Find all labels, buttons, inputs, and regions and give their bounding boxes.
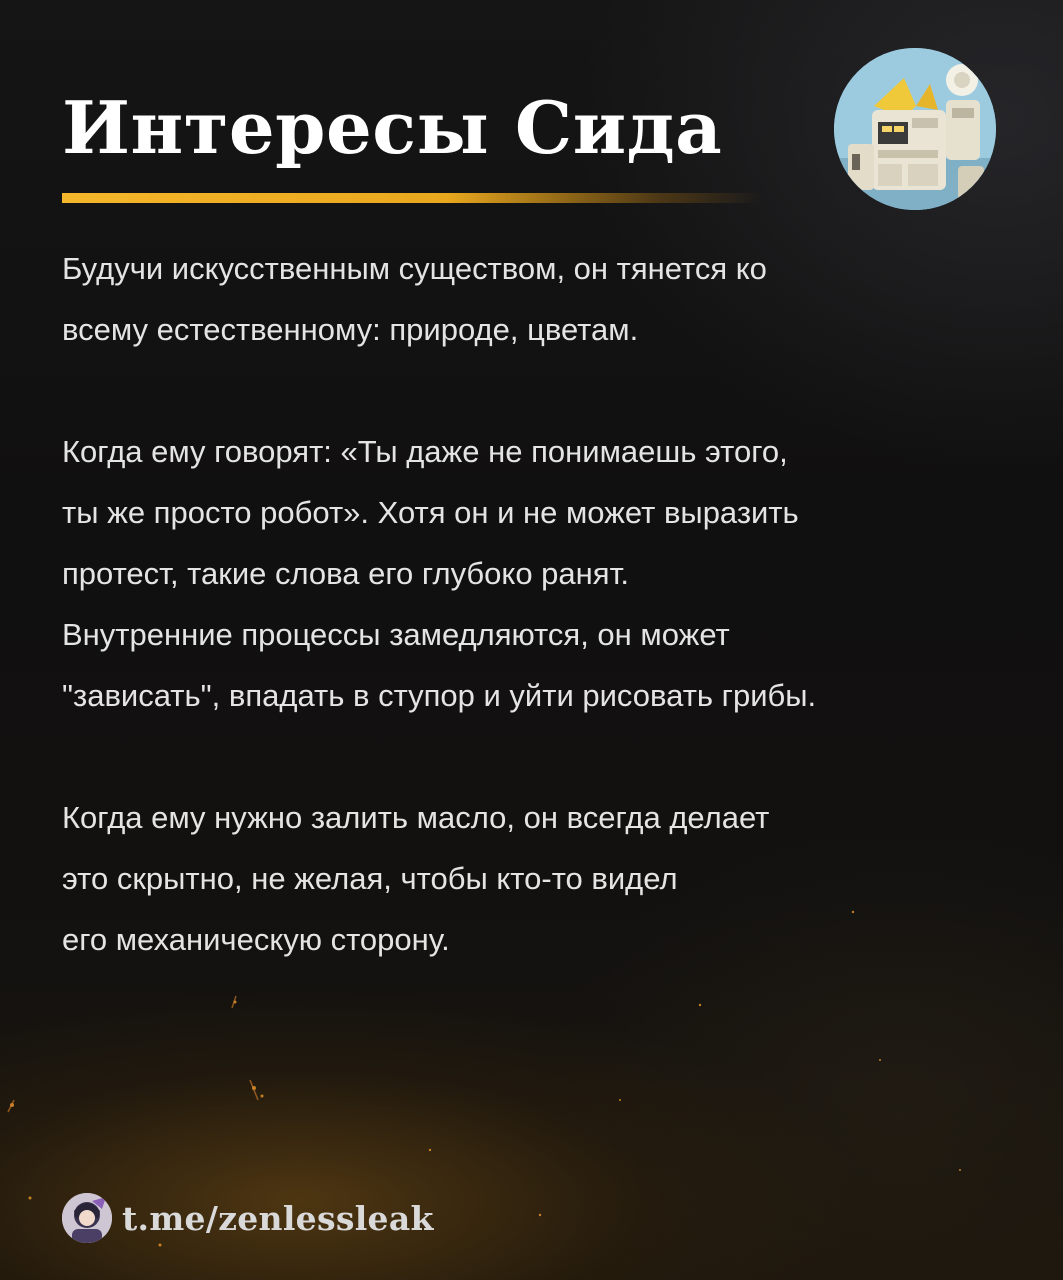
title-underline (62, 193, 762, 203)
text-line: это скрытно, не желая, чтобы кто-то видел (62, 861, 678, 896)
paragraph-1 (62, 238, 1022, 360)
text-line: Будучи искусственным существом, он тянется ко (62, 251, 767, 286)
text-line: ты же просто робот». Хотя он и не может выразить (62, 495, 799, 530)
body-text (62, 238, 1022, 970)
channel-avatar-icon (62, 1193, 112, 1243)
paragraph-2 (62, 421, 1022, 726)
text-line: его механическую сторону. (62, 922, 450, 957)
footer (62, 1192, 434, 1244)
robot-character-icon (834, 48, 996, 210)
text-line: Когда ему нужно залить масло, он всегда делает (62, 800, 770, 835)
page-title: Интересы Сида (62, 85, 723, 170)
text-line: Внутренние процессы замедляются, он может (62, 617, 730, 652)
telegram-channel-link[interactable]: t.me/zenlessleak (122, 1198, 434, 1238)
text-line: всему естественному: природе, цветам. (62, 312, 639, 347)
text-line: протест, такие слова его глубоко ранят. (62, 556, 629, 591)
paragraph-3 (62, 787, 1022, 970)
text-line: Когда ему говорят: «Ты даже не понимаешь этого, (62, 434, 788, 469)
text-line: "зависать", впадать в ступор и уйти рисовать грибы. (62, 678, 817, 713)
